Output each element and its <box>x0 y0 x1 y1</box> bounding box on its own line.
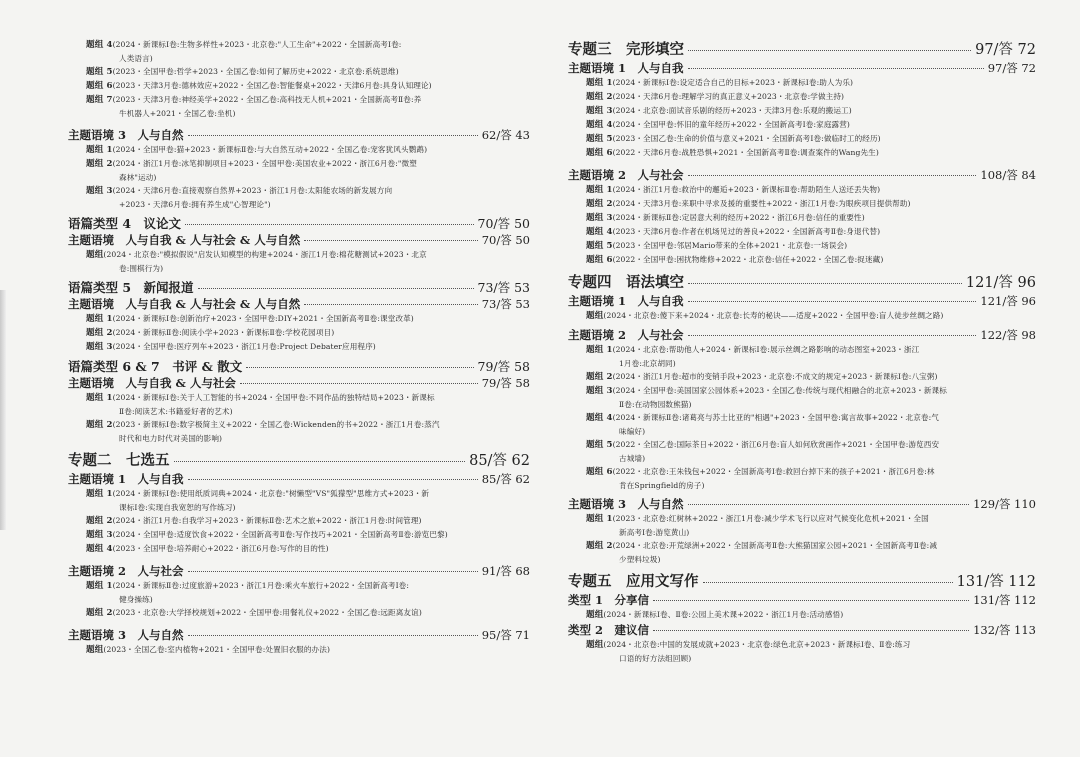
question-group-continuation: 人类语言) <box>119 54 153 63</box>
group-description: (2024・全国甲卷:美国国家公园体系+2023・全国乙卷:传统与现代相融合的北京+2023・新课标 <box>612 386 947 395</box>
subtopic-heading[interactable] <box>68 563 530 579</box>
dot-leader <box>688 175 977 176</box>
dot-leader <box>198 288 474 289</box>
group-description: (2023・天津3月卷:德林效应+2022・全国乙卷:智能餐桌+2022・天津6月卷:具身认知理论) <box>112 81 432 90</box>
subtopic-heading[interactable] <box>68 471 530 487</box>
group-description: (2023・全国甲卷:培养耐心+2022・浙江6月卷:写作的目的性) <box>112 544 329 553</box>
group-description: (2024・浙江1月卷:自我学习+2023・新课标Ⅱ卷:艺术之旅+2022・浙江1月卷:时间管理) <box>112 516 422 525</box>
group-description: (2024・全国甲卷:医疗列车+2023・浙江1月卷:Project Debater应用程序) <box>112 342 376 351</box>
dot-leader <box>240 383 478 384</box>
spacer <box>568 267 1036 271</box>
question-group-entry <box>68 418 530 432</box>
question-group-continuation: 1月卷:北京胡同) <box>619 359 676 368</box>
group-label: 题组 6 <box>586 467 613 477</box>
question-group-entry <box>568 608 1036 622</box>
question-group-entry <box>568 76 1036 90</box>
question-group-entry <box>68 542 530 556</box>
heading-title: 专题四 语法填空 <box>568 274 684 291</box>
group-description: (2023・全国乙卷:生命的价值与意义+2021・全国新高考Ⅰ卷:做临时工的经历) <box>612 134 881 143</box>
dot-leader <box>188 635 478 636</box>
group-label: 题组 5 <box>586 241 613 251</box>
dot-leader <box>653 600 969 601</box>
dot-leader <box>304 240 477 241</box>
page-number: 73/答 53 <box>481 297 530 311</box>
subtopic-heading[interactable] <box>568 592 1036 608</box>
question-group-continuation: 口语的好方法组回顾) <box>619 654 692 663</box>
question-group-continuation: +2023・天津6月卷:拥有养生成"心智理论") <box>119 200 271 209</box>
heading-title: 语篇类型 6 & 7 书评 & 散文 <box>68 359 243 374</box>
group-description: (2023・全国乙卷:室内植物+2021・全国甲卷:处置旧衣服的办法) <box>103 645 331 654</box>
group-description: (2024・新课标Ⅰ卷:使用纸质词典+2024・北京卷:"树懒型"VS"狐獴型"思维方式+2023・新 <box>112 489 430 498</box>
question-group-continuation: 森林"运动) <box>119 173 157 182</box>
group-label: 题组 4 <box>586 413 613 423</box>
group-description: (2024・天津3月卷:来职中寻求及援的重要性+2022・浙江1月卷:为眼疾项目提供帮助) <box>612 199 911 208</box>
topic-heading[interactable] <box>568 273 1036 293</box>
dot-leader <box>688 283 962 284</box>
dot-leader <box>703 582 953 583</box>
question-group-entry <box>568 370 1036 384</box>
group-description: (2024・新课标Ⅱ卷:定居意大利的经历+2022・浙江6月卷:信任的重要性) <box>612 213 865 222</box>
subtopic-heading[interactable] <box>68 627 530 643</box>
page-number: 91/答 68 <box>481 564 530 578</box>
heading-title: 主题语境 人与自我 & 人与社会 & 人与自然 <box>68 233 301 247</box>
group-label: 题组 3 <box>586 106 613 116</box>
question-group-entry <box>68 340 530 354</box>
question-group-continuation: 肯在Springfield的房子) <box>619 481 705 490</box>
subtopic-heading[interactable] <box>568 496 1036 512</box>
group-description: (2024・新课标Ⅰ卷、Ⅱ卷:公园上美术课+2022・浙江1月卷:活动感悟) <box>603 610 844 619</box>
group-label: 题组 6 <box>86 81 113 91</box>
heading-title: 专题五 应用文写作 <box>568 573 699 590</box>
page-number: 121/答 96 <box>965 275 1036 291</box>
group-label: 题组 5 <box>586 134 613 144</box>
page-number: 85/答 62 <box>469 453 530 469</box>
dot-leader <box>688 504 970 505</box>
question-group-entry <box>568 118 1036 132</box>
question-group-entry <box>68 312 530 326</box>
group-label: 题组 2 <box>86 420 113 430</box>
dot-leader <box>653 630 969 631</box>
dot-leader <box>688 335 977 336</box>
page-number: 108/答 84 <box>980 168 1036 182</box>
group-label: 题组 6 <box>586 255 613 265</box>
heading-title: 主题语境 3 人与自然 <box>568 497 684 511</box>
group-description: (2024・新课标Ⅰ卷:设定适合自己的目标+2023・新课标Ⅰ卷:助人为乐) <box>612 78 854 87</box>
group-description: (2024・新课标Ⅱ卷:阅读小学+2023・新课标Ⅱ卷:学校花园项目) <box>112 328 335 337</box>
group-label: 题组 1 <box>586 345 613 355</box>
page-number: 131/答 112 <box>956 574 1036 590</box>
group-label: 题组 3 <box>586 386 613 396</box>
spacer <box>68 445 530 449</box>
group-description: (2024・北京卷:开荒绿洲+2022・全国新高考Ⅱ卷:大熊猫国家公园+2021・全国新高考Ⅱ卷:减 <box>612 541 938 550</box>
dot-leader <box>688 301 977 302</box>
heading-title: 主题语境 1 人与自我 <box>568 294 684 308</box>
dot-leader <box>188 479 478 480</box>
group-label: 题组 2 <box>586 541 613 551</box>
subtopic-heading[interactable] <box>68 232 530 248</box>
page-number: 132/答 113 <box>973 623 1036 637</box>
heading-title: 主题语境 2 人与社会 <box>68 564 184 578</box>
group-label: 题组 4 <box>86 544 113 554</box>
group-description: (2024・浙江1月卷:救治中的邂逅+2023・新课标Ⅱ卷:帮助陌生人送还丢失物) <box>612 185 881 194</box>
topic-heading[interactable] <box>68 451 530 471</box>
question-group-continuation: 古城墙) <box>619 454 646 463</box>
group-label: 题组 2 <box>86 328 113 338</box>
heading-title: 主题语境 2 人与社会 <box>568 168 684 182</box>
group-label: 题组 5 <box>86 67 113 77</box>
dot-leader <box>185 224 473 225</box>
group-description: (2024・北京卷:面试音乐剧的经历+2023・天津3月卷:乐观的搬运工) <box>612 106 852 115</box>
question-group-entry <box>68 248 530 262</box>
question-group-entry <box>68 391 530 405</box>
spacer <box>68 120 530 127</box>
text-type-heading[interactable] <box>68 358 530 375</box>
group-label: 题组 3 <box>86 342 113 352</box>
question-group-entry <box>68 65 530 79</box>
group-description: (2023・天津3月卷:神经美学+2022・全国乙卷:高科技无人机+2021・全国新高考Ⅱ卷:养 <box>112 95 422 104</box>
question-group-entry <box>68 79 530 93</box>
subtopic-heading[interactable] <box>68 296 530 312</box>
spacer <box>68 556 530 563</box>
question-group-entry <box>68 487 530 501</box>
question-group-continuation: 少塑料垃圾) <box>619 555 661 564</box>
group-label: 题组 <box>586 640 604 650</box>
group-description: (2024・全国甲卷:怀旧的童年经历+2022・全国新高考Ⅰ卷:家庭露营) <box>612 120 850 129</box>
page-number: 131/答 112 <box>973 593 1036 607</box>
dot-leader <box>246 367 473 368</box>
group-label: 题组 1 <box>586 514 613 524</box>
group-description: (2024・全国甲卷:猫+2023・新课标Ⅱ卷:与大自然互动+2022・全国乙卷:宠客犹风头鹦鹉) <box>112 145 428 154</box>
group-description: (2022・全国乙卷:国际茶日+2022・浙江6月卷:盲人如何欣赏画作+2021・全国甲卷:游览西安 <box>612 440 940 449</box>
question-group-entry <box>568 253 1036 267</box>
question-group-entry <box>568 239 1036 253</box>
page-number: 122/答 98 <box>980 328 1036 342</box>
group-description: (2024・天津6月卷:直接观察自然界+2023・浙江1月卷:太阳能农场的新发展方向 <box>112 186 393 195</box>
group-label: 题组 2 <box>586 372 613 382</box>
group-description: (2024・浙江1月卷:超市的变销手段+2023・北京卷:不成文的规定+2023・新课标Ⅰ卷:八宝粥) <box>612 372 938 381</box>
group-label: 题组 2 <box>586 92 613 102</box>
dot-leader <box>688 68 984 69</box>
page-number: 70/答 50 <box>477 216 530 231</box>
group-description: (2023・北京卷:大学择校规划+2022・全国甲卷:用餐礼仪+2022・全国乙卷:远距离友谊) <box>112 608 422 617</box>
page-number: 97/答 72 <box>975 42 1036 58</box>
subtopic-heading[interactable] <box>568 167 1036 183</box>
question-group-entry <box>568 90 1036 104</box>
question-group-entry <box>568 411 1036 425</box>
group-label: 题组 3 <box>586 213 613 223</box>
question-group-entry <box>568 343 1036 357</box>
group-description: (2024・浙江1月卷:冰笔抑制项目+2023・全国甲卷:美国农业+2022・浙江6月卷:"微塑 <box>112 159 417 168</box>
spacer <box>68 620 530 627</box>
group-description: (2023・天津6月卷:作者在机场见过的善良+2022・全国新高考Ⅱ卷:身退代替) <box>612 227 881 236</box>
group-description: (2024・新课标Ⅰ卷:创新治疗+2023・全国甲卷:DIY+2021・全国新高考Ⅱ卷:课堂改革) <box>112 314 414 323</box>
group-description: (2023・全国甲卷:邻居Mario带来的全体+2021・北京卷:一场误会) <box>612 241 848 250</box>
group-label: 题组 2 <box>86 608 113 618</box>
dot-leader <box>188 135 478 136</box>
group-label: 题组 <box>586 311 604 321</box>
group-label: 题组 4 <box>86 40 113 50</box>
question-group-entry <box>568 465 1036 479</box>
heading-title: 主题语境 1 人与自我 <box>568 61 684 75</box>
subtopic-heading[interactable] <box>568 622 1036 638</box>
page-number: 95/答 71 <box>481 628 530 642</box>
heading-title: 主题语境 2 人与社会 <box>568 328 684 342</box>
page-spine-shadow <box>0 290 6 530</box>
heading-title: 语篇类型 4 议论文 <box>68 216 182 231</box>
group-label: 题组 <box>586 610 604 620</box>
question-group-entry <box>568 438 1036 452</box>
question-group-entry <box>568 104 1036 118</box>
subtopic-heading[interactable] <box>68 127 530 143</box>
group-label: 题组 4 <box>586 120 613 130</box>
group-description: (2024・新课标Ⅰ卷:生物多样性+2023・北京卷:"人工生命"+2022・全国新高考Ⅰ卷: <box>112 40 402 49</box>
question-group-entry <box>568 512 1036 526</box>
group-description: (2024・新课标Ⅰ卷:关于人工智能的书+2024・全国甲卷:不同作品的独特结局+2023・新课标 <box>112 393 435 402</box>
group-label: 题组 1 <box>86 489 113 499</box>
group-label: 题组 1 <box>586 185 613 195</box>
group-label: 题组 1 <box>586 78 613 88</box>
heading-title: 主题语境 1 人与自我 <box>68 472 184 486</box>
subtopic-heading[interactable] <box>568 293 1036 309</box>
heading-title: 主题语境 人与自我 & 人与社会 & 人与自然 <box>68 297 301 311</box>
text-type-heading[interactable] <box>68 215 530 232</box>
group-label: 题组 <box>86 645 104 655</box>
group-label: 题组 3 <box>86 530 113 540</box>
group-description: (2024・北京卷:"模拟假说"启发认知模型的构建+2024・浙江1月卷:棉花糖测试+2023・北京 <box>103 250 427 259</box>
toc-right-column <box>568 38 1036 665</box>
group-label: 题组 1 <box>86 393 113 403</box>
group-description: (2024・新课标Ⅱ卷:过度旅游+2023・浙江1月卷:乘火车旅行+2022・全国新高考Ⅰ卷: <box>112 581 410 590</box>
group-label: 题组 2 <box>86 516 113 526</box>
subtopic-heading[interactable] <box>68 375 530 391</box>
dot-leader <box>188 571 478 572</box>
spacer <box>568 160 1036 167</box>
group-description: (2022・北京卷:王朱钱包+2022・全国新高考Ⅰ卷:救回台掉下来的孩子+2021・浙江6月卷:林 <box>612 467 935 476</box>
question-group-entry <box>68 326 530 340</box>
group-description: (2023・全国甲卷:哲学+2023・全国乙卷:如何了解历史+2022・北京卷:系统思维) <box>112 67 399 76</box>
question-group-continuation: 牛机器人+2021・全国乙卷:坐机) <box>119 109 236 118</box>
question-group-entry <box>568 309 1036 323</box>
page-number: 121/答 96 <box>980 294 1036 308</box>
question-group-entry <box>568 638 1036 652</box>
question-group-entry <box>68 514 530 528</box>
dot-leader <box>174 461 466 462</box>
question-group-entry <box>568 225 1036 239</box>
question-group-entry <box>68 143 530 157</box>
group-description: (2023・北京卷:红树林+2022・浙江1月卷:减少学术飞行以应对气候变化危机+2021・全国 <box>612 514 929 523</box>
question-group-entry <box>568 539 1036 553</box>
page-number: 79/答 58 <box>481 376 530 390</box>
question-group-entry <box>568 183 1036 197</box>
group-label: 题组 2 <box>86 159 113 169</box>
page-number: 62/答 43 <box>481 128 530 142</box>
question-group-entry <box>68 157 530 171</box>
group-description: (2022・天津6月卷:战胜恐惧+2021・全国新高考Ⅱ卷:调查案件的Wang先生) <box>612 148 879 157</box>
page-number: 70/答 50 <box>481 233 530 247</box>
group-label: 题组 1 <box>86 145 113 155</box>
heading-title: 专题二 七选五 <box>68 452 170 469</box>
group-description: (2024・新课标Ⅱ卷:诸葛亮与苏士比亚的"相遇"+2023・全国甲卷:寓言故事+2022・北京卷:气 <box>612 413 939 422</box>
question-group-entry <box>68 606 530 620</box>
group-description: (2023・新课标Ⅰ卷:数字极简主义+2022・全国乙卷:Wickenden的书+2022・浙江1月卷:蒸汽 <box>112 420 440 429</box>
toc-left-column <box>68 38 530 657</box>
question-group-entry <box>568 211 1036 225</box>
group-label: 题组 6 <box>586 148 613 158</box>
question-group-entry <box>568 146 1036 160</box>
heading-title: 专题三 完形填空 <box>568 41 684 58</box>
page-number: 97/答 72 <box>987 61 1036 75</box>
question-group-entry <box>68 184 530 198</box>
question-group-entry <box>68 93 530 107</box>
heading-title: 主题语境 人与自我 & 人与社会 <box>68 376 236 390</box>
question-group-continuation: 味编好) <box>619 427 646 436</box>
question-group-entry <box>68 528 530 542</box>
question-group-entry <box>568 132 1036 146</box>
question-group-continuation: Ⅱ卷:阅读艺术:书籍爱好者的艺术) <box>119 407 233 416</box>
group-description: (2024・北京卷:傻下来+2024・北京卷:长寿的秘诀——适度+2022・全国甲卷:盲人徒步丝绸之路) <box>603 311 944 320</box>
topic-heading[interactable] <box>568 572 1036 592</box>
question-group-continuation: 新高考Ⅰ卷:游览黄山) <box>619 528 690 537</box>
heading-title: 主题语境 3 人与自然 <box>68 628 184 642</box>
group-description: (2024・北京卷:帮助他人+2024・新课标Ⅰ卷:展示丝绸之路影响的动态图室+2023・浙江 <box>612 345 920 354</box>
question-group-continuation: Ⅱ卷:在动物园数熊猫) <box>619 400 692 409</box>
question-group-continuation: 卷:围棋行为) <box>119 264 164 273</box>
page-number: 73/答 53 <box>477 280 530 295</box>
topic-heading[interactable] <box>568 40 1036 60</box>
question-group-entry <box>68 579 530 593</box>
question-group-continuation: 时代和电力时代对美国的影响) <box>119 434 223 443</box>
dot-leader <box>304 304 477 305</box>
dot-leader <box>688 50 971 51</box>
group-description: (2024・全国甲卷:适度饮食+2022・全国新高考Ⅱ卷:写作技巧+2021・全国新高考Ⅱ卷:游览巴黎) <box>112 530 448 539</box>
page-number: 79/答 58 <box>477 359 530 374</box>
question-group-entry <box>68 643 530 657</box>
text-type-heading[interactable] <box>68 279 530 296</box>
question-group-entry <box>68 38 530 52</box>
page-number: 85/答 62 <box>481 472 530 486</box>
question-group-continuation: 课标Ⅰ卷:实现自我宽恕的写作练习) <box>119 503 236 512</box>
subtopic-heading[interactable] <box>568 327 1036 343</box>
group-label: 题组 5 <box>586 440 613 450</box>
group-label: 题组 2 <box>586 199 613 209</box>
group-label: 题组 1 <box>86 314 113 324</box>
group-label: 题组 3 <box>86 186 113 196</box>
group-description: (2024・天津6月卷:理解学习的真正意义+2023・北京卷:学做主持) <box>612 92 845 101</box>
group-description: (2024・北京卷:中国的发展成就+2023・北京卷:绿色北京+2023・新课标Ⅰ卷、Ⅱ卷:练习 <box>603 640 911 649</box>
group-description: (2022・全国甲卷:困扰物维修+2022・北京卷:信任+2022・全国乙卷:捉迷藏) <box>612 255 884 264</box>
question-group-entry <box>568 384 1036 398</box>
group-label: 题组 1 <box>86 581 113 591</box>
group-label: 题组 4 <box>586 227 613 237</box>
spacer <box>568 566 1036 570</box>
heading-title: 类型 2 建议信 <box>568 623 650 637</box>
heading-title: 语篇类型 5 新闻报道 <box>68 280 194 295</box>
question-group-continuation: 健身操练) <box>119 595 153 604</box>
page-number: 129/答 110 <box>973 497 1036 511</box>
group-label: 题组 <box>86 250 104 260</box>
group-label: 题组 7 <box>86 95 113 105</box>
heading-title: 主题语境 3 人与自然 <box>68 128 184 142</box>
heading-title: 类型 1 分享信 <box>568 593 650 607</box>
subtopic-heading[interactable] <box>568 60 1036 76</box>
question-group-entry <box>568 197 1036 211</box>
